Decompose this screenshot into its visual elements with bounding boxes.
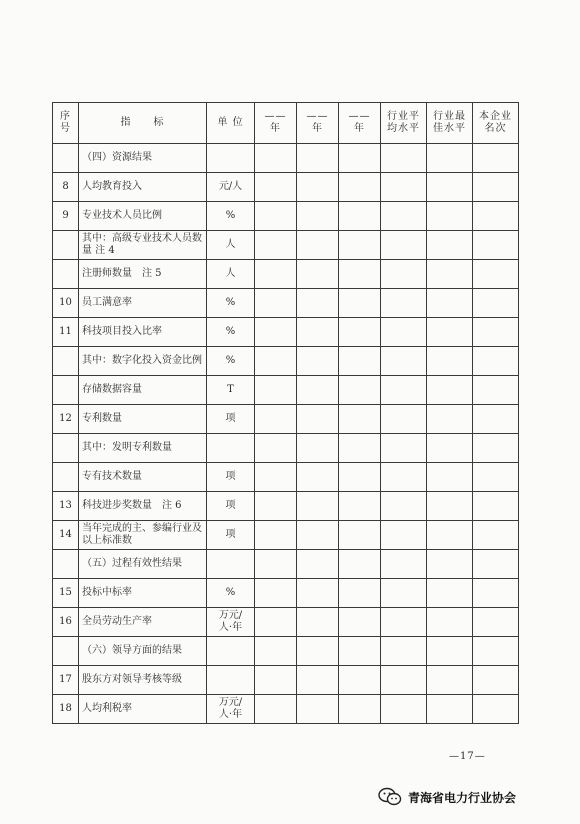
cell-indicator: 当年完成的主、参编行业及以上标准数	[79, 521, 207, 550]
cell-empty	[255, 463, 297, 492]
cell-empty	[255, 695, 297, 724]
table-row	[53, 173, 519, 202]
cell-empty	[473, 376, 519, 405]
cell-empty	[381, 637, 427, 666]
table-row	[53, 260, 519, 289]
cell-indicator: 全员劳动生产率	[79, 608, 207, 637]
cell-no: 8	[53, 173, 79, 202]
cell-empty	[297, 144, 339, 173]
cell-empty	[427, 202, 473, 231]
table-row	[53, 579, 519, 608]
cell-empty	[339, 579, 381, 608]
cell-unit: 项	[207, 463, 255, 492]
cell-no	[53, 376, 79, 405]
cell-empty	[381, 318, 427, 347]
cell-empty	[381, 347, 427, 376]
cell-no: 15	[53, 579, 79, 608]
cell-empty	[427, 492, 473, 521]
cell-empty	[339, 434, 381, 463]
cell-empty	[255, 202, 297, 231]
cell-empty	[473, 521, 519, 550]
table-row	[53, 231, 519, 260]
cell-empty	[255, 173, 297, 202]
cell-empty	[297, 405, 339, 434]
cell-unit: %	[207, 318, 255, 347]
header-industry-avg: 行业平 均水平	[381, 103, 427, 144]
cell-no: 11	[53, 318, 79, 347]
cell-empty	[473, 231, 519, 260]
cell-no: 12	[53, 405, 79, 434]
cell-empty	[473, 492, 519, 521]
cell-empty	[473, 434, 519, 463]
table-body	[53, 144, 519, 724]
cell-unit: 项	[207, 405, 255, 434]
cell-empty	[339, 202, 381, 231]
cell-empty	[381, 202, 427, 231]
cell-indicator: 人均教育投入	[79, 173, 207, 202]
header-no: 序 号	[53, 103, 79, 144]
cell-no	[53, 260, 79, 289]
cell-empty	[381, 376, 427, 405]
cell-no	[53, 231, 79, 260]
cell-empty	[339, 260, 381, 289]
cell-empty	[339, 608, 381, 637]
header-row	[53, 103, 519, 144]
section-label: （五）过程有效性结果	[79, 550, 207, 579]
cell-empty	[381, 492, 427, 521]
cell-empty	[339, 289, 381, 318]
cell-empty	[339, 318, 381, 347]
cell-no	[53, 144, 79, 173]
cell-indicator: 注册师数量 注 5	[79, 260, 207, 289]
cell-empty	[339, 637, 381, 666]
cell-empty	[381, 405, 427, 434]
cell-unit: 万元/ 人·年	[207, 695, 255, 724]
cell-empty	[339, 173, 381, 202]
cell-indicator: 存储数据容量	[79, 376, 207, 405]
cell-empty	[381, 260, 427, 289]
table-row	[53, 405, 519, 434]
table-row	[53, 608, 519, 637]
cell-empty	[427, 666, 473, 695]
cell-unit	[207, 666, 255, 695]
cell-empty	[473, 637, 519, 666]
cell-indicator: 员工满意率	[79, 289, 207, 318]
cell-unit: %	[207, 347, 255, 376]
cell-no: 17	[53, 666, 79, 695]
cell-empty	[297, 666, 339, 695]
cell-empty	[473, 347, 519, 376]
section-row	[53, 550, 519, 579]
table-row	[53, 434, 519, 463]
cell-empty	[427, 405, 473, 434]
cell-empty	[473, 202, 519, 231]
header-year-3: —— 年	[339, 103, 381, 144]
cell-no	[53, 347, 79, 376]
cell-empty	[427, 608, 473, 637]
cell-indicator: 人均利税率	[79, 695, 207, 724]
cell-empty	[427, 144, 473, 173]
cell-empty	[255, 318, 297, 347]
cell-indicator: 投标中标率	[79, 579, 207, 608]
cell-empty	[427, 637, 473, 666]
section-label: （六）领导方面的结果	[79, 637, 207, 666]
cell-no	[53, 550, 79, 579]
cell-empty	[427, 463, 473, 492]
cell-empty	[255, 579, 297, 608]
cell-empty	[381, 695, 427, 724]
cell-no: 14	[53, 521, 79, 550]
cell-empty	[255, 608, 297, 637]
cell-empty	[297, 608, 339, 637]
page-number: —17—	[449, 751, 486, 762]
cell-no	[53, 434, 79, 463]
cell-empty	[255, 434, 297, 463]
cell-empty	[255, 637, 297, 666]
cell-empty	[473, 666, 519, 695]
cell-empty	[473, 463, 519, 492]
cell-empty	[297, 173, 339, 202]
section-label: （四）资源结果	[79, 144, 207, 173]
cell-empty	[255, 405, 297, 434]
cell-unit: 项	[207, 492, 255, 521]
header-year-1: —— 年	[255, 103, 297, 144]
cell-empty	[297, 231, 339, 260]
cell-empty	[207, 144, 255, 173]
cell-empty	[381, 579, 427, 608]
cell-empty	[339, 463, 381, 492]
cell-empty	[473, 550, 519, 579]
cell-empty	[339, 550, 381, 579]
cell-empty	[427, 521, 473, 550]
cell-empty	[381, 144, 427, 173]
cell-empty	[381, 173, 427, 202]
cell-indicator: 科技进步奖数量 注 6	[79, 492, 207, 521]
cell-empty	[255, 492, 297, 521]
cell-unit: %	[207, 289, 255, 318]
cell-empty	[473, 405, 519, 434]
cell-empty	[427, 376, 473, 405]
cell-empty	[297, 579, 339, 608]
cell-empty	[473, 318, 519, 347]
cell-empty	[381, 521, 427, 550]
cell-empty	[339, 376, 381, 405]
cell-empty	[297, 434, 339, 463]
cell-empty	[473, 608, 519, 637]
cell-empty	[255, 666, 297, 695]
cell-no: 13	[53, 492, 79, 521]
watermark	[378, 787, 516, 807]
table-row	[53, 521, 519, 550]
cell-indicator: 其中：数字化投入资金比例	[79, 347, 207, 376]
section-row	[53, 637, 519, 666]
cell-empty	[339, 231, 381, 260]
cell-empty	[339, 492, 381, 521]
cell-empty	[297, 260, 339, 289]
cell-empty	[339, 347, 381, 376]
cell-empty	[207, 550, 255, 579]
cell-empty	[381, 231, 427, 260]
cell-indicator: 其中：发明专利数量	[79, 434, 207, 463]
cell-empty	[339, 695, 381, 724]
cell-empty	[473, 260, 519, 289]
cell-empty	[339, 144, 381, 173]
cell-no	[53, 637, 79, 666]
cell-empty	[297, 695, 339, 724]
cell-unit: %	[207, 202, 255, 231]
cell-empty	[381, 550, 427, 579]
cell-empty	[427, 550, 473, 579]
cell-empty	[297, 202, 339, 231]
wechat-icon	[378, 787, 402, 807]
cell-indicator: 专业技术人员比例	[79, 202, 207, 231]
watermark-text: 青海省电力行业协会	[408, 790, 517, 805]
cell-indicator: 专利数量	[79, 405, 207, 434]
cell-indicator: 其中：高级专业技术人员数量 注 4	[79, 231, 207, 260]
cell-unit: %	[207, 579, 255, 608]
cell-empty	[339, 666, 381, 695]
cell-empty	[255, 144, 297, 173]
table-row	[53, 695, 519, 724]
table-row	[53, 666, 519, 695]
cell-empty	[473, 289, 519, 318]
cell-empty	[381, 289, 427, 318]
cell-empty	[381, 434, 427, 463]
cell-no: 10	[53, 289, 79, 318]
cell-empty	[297, 521, 339, 550]
table-row	[53, 289, 519, 318]
header-unit: 单 位	[207, 103, 255, 144]
cell-indicator: 专有技术数量	[79, 463, 207, 492]
cell-empty	[427, 695, 473, 724]
cell-empty	[297, 463, 339, 492]
table-row	[53, 492, 519, 521]
table-row	[53, 318, 519, 347]
cell-unit: 万元/ 人·年	[207, 608, 255, 637]
cell-empty	[427, 434, 473, 463]
cell-empty	[427, 231, 473, 260]
cell-empty	[427, 260, 473, 289]
cell-empty	[255, 550, 297, 579]
table-row	[53, 202, 519, 231]
cell-empty	[339, 521, 381, 550]
cell-no	[53, 463, 79, 492]
cell-empty	[255, 521, 297, 550]
cell-empty	[297, 289, 339, 318]
cell-empty	[473, 695, 519, 724]
cell-empty	[255, 376, 297, 405]
table-row	[53, 347, 519, 376]
table-row	[53, 376, 519, 405]
cell-empty	[427, 347, 473, 376]
cell-empty	[381, 666, 427, 695]
header-industry-best: 行业最 佳水平	[427, 103, 473, 144]
indicator-table	[52, 102, 519, 724]
cell-empty	[427, 289, 473, 318]
cell-empty	[297, 550, 339, 579]
cell-empty	[255, 231, 297, 260]
cell-indicator: 科技项目投入比率	[79, 318, 207, 347]
cell-empty	[297, 318, 339, 347]
cell-empty	[255, 347, 297, 376]
cell-no: 16	[53, 608, 79, 637]
table-row	[53, 463, 519, 492]
cell-empty	[297, 492, 339, 521]
cell-no: 18	[53, 695, 79, 724]
cell-indicator: 股东方对领导考核等级	[79, 666, 207, 695]
cell-empty	[207, 637, 255, 666]
cell-no: 9	[53, 202, 79, 231]
cell-empty	[427, 318, 473, 347]
cell-unit: 人	[207, 231, 255, 260]
cell-empty	[297, 637, 339, 666]
cell-empty	[381, 463, 427, 492]
cell-unit	[207, 434, 255, 463]
cell-empty	[255, 260, 297, 289]
header-rank: 本企业 名次	[473, 103, 519, 144]
section-row	[53, 144, 519, 173]
cell-unit: T	[207, 376, 255, 405]
header-year-2: —— 年	[297, 103, 339, 144]
header-indicator: 指 标	[79, 103, 207, 144]
cell-empty	[473, 579, 519, 608]
cell-empty	[427, 579, 473, 608]
cell-empty	[339, 405, 381, 434]
cell-empty	[297, 347, 339, 376]
cell-empty	[255, 289, 297, 318]
cell-empty	[427, 173, 473, 202]
cell-empty	[473, 144, 519, 173]
cell-unit: 元/人	[207, 173, 255, 202]
cell-empty	[381, 608, 427, 637]
cell-empty	[297, 376, 339, 405]
cell-unit: 人	[207, 260, 255, 289]
cell-empty	[473, 173, 519, 202]
cell-unit: 项	[207, 521, 255, 550]
